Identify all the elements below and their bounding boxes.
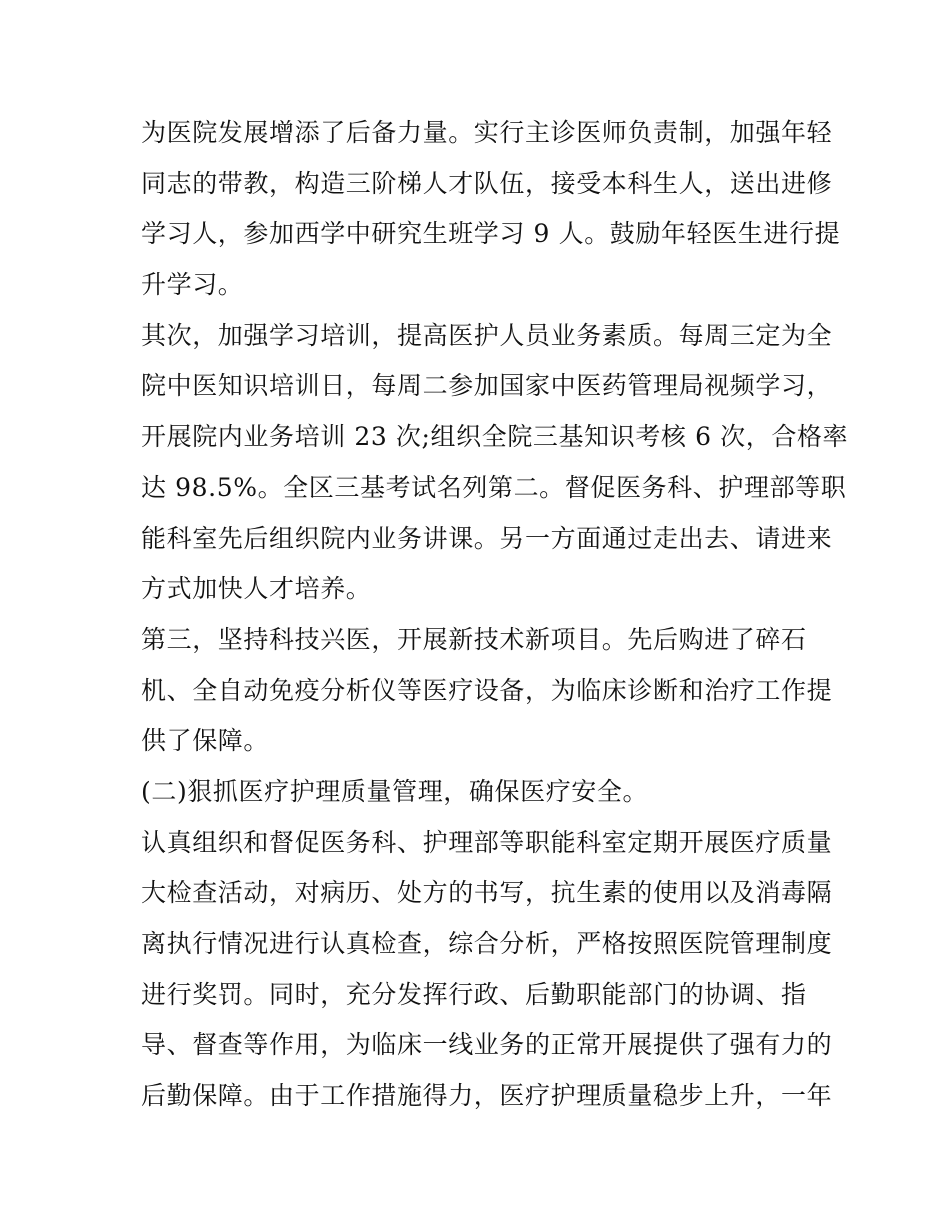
text-line: 第三，坚持科技兴医，开展新技术新项目。先后购进了碎石: [141, 624, 807, 654]
section-heading: (二)狠抓医疗护理质量管理，确保医疗安全。: [141, 776, 649, 806]
text-line: 导、督查等作用，为临床一线业务的正常开展提供了强有力的: [141, 1030, 833, 1060]
text-line: 学习人，参加西学中研究生班学习 9 人。鼓励年轻医生进行提: [141, 219, 841, 249]
text-line: 能科室先后组织院内业务讲课。另一方面通过走出去、请进来: [141, 523, 833, 553]
text-line: 同志的带教，构造三阶梯人才队伍，接受本科生人，送出进修: [141, 168, 833, 198]
text-line: 开展院内业务培训 23 次;组织全院三基知识考核 6 次，合格率: [141, 422, 849, 452]
document-body: [141, 108, 849, 1122]
text-line: 供了保障。: [141, 726, 270, 756]
text-line: 院中医知识培训日，每周二参加国家中医药管理局视频学习，: [141, 371, 833, 401]
text-line: 认真组织和督促医务科、护理部等职能科室定期开展医疗质量: [141, 827, 833, 857]
text-line: 离执行情况进行认真检查，综合分析，严格按照医院管理制度: [141, 929, 833, 958]
text-line: 达 98.5%。全区三基考试名列第二。督促医务科、护理部等职: [141, 472, 847, 502]
text-line: 方式加快人才培养。: [141, 574, 372, 604]
text-line: 进行奖罚。同时，充分发挥行政、后勤职能部门的协调、指: [141, 979, 807, 1009]
text-line: 其次，加强学习培训，提高医护人员业务素质。每周三定为全: [141, 320, 833, 350]
text-line: 后勤保障。由于工作措施得力，医疗护理质量稳步上升，一年: [141, 1081, 833, 1111]
text-line: 升学习。: [141, 270, 244, 300]
text-line: 机、全自动免疫分析仪等医疗设备，为临床诊断和治疗工作提: [141, 675, 833, 705]
text-line: 大检查活动，对病历、处方的书写，抗生素的使用以及消毒隔: [141, 878, 833, 908]
text-line: 为医院发展增添了后备力量。实行主诊医师负责制，加强年轻: [141, 118, 833, 147]
